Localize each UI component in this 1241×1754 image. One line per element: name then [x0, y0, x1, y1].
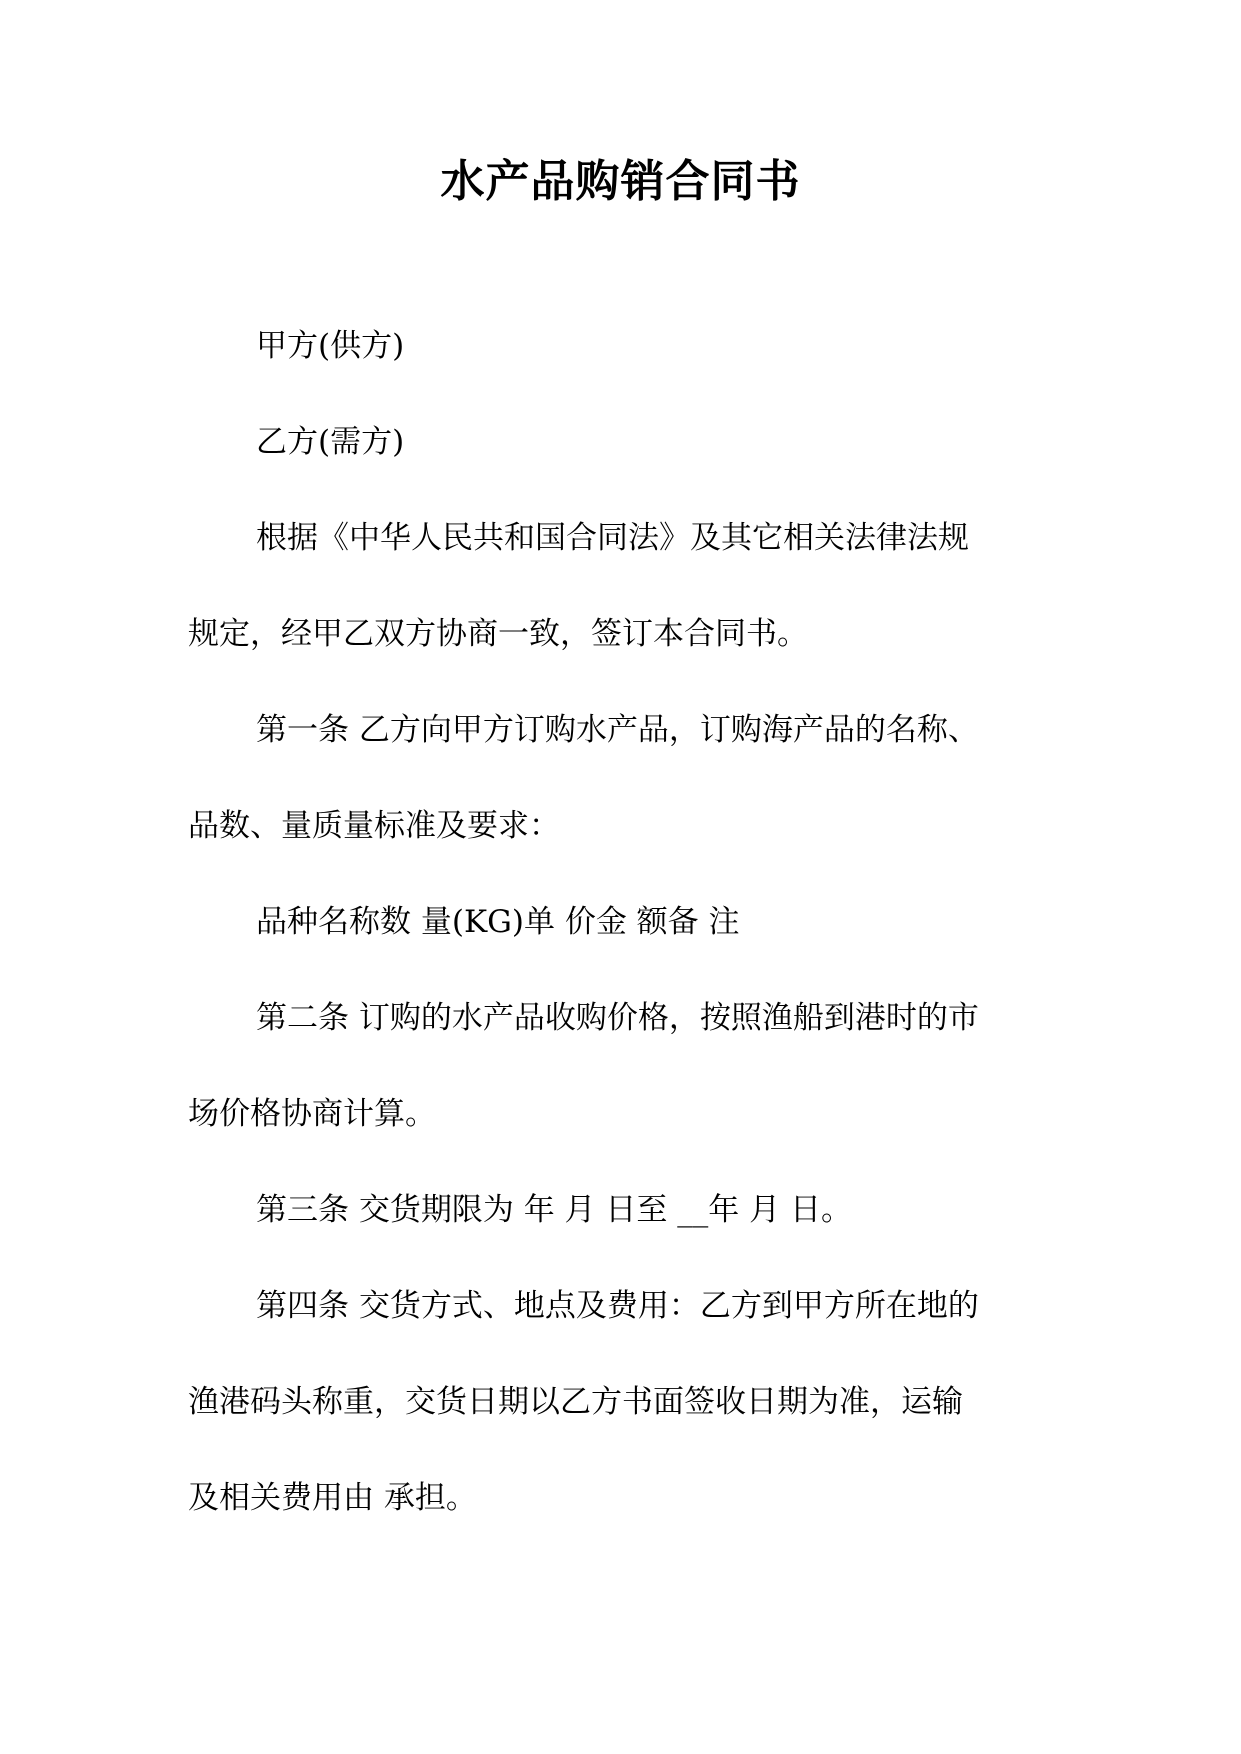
party-a-line: [188, 298, 1058, 394]
text-line: 规定，经甲乙双方协商一致，签订本合同书。: [188, 616, 808, 652]
text-line: 第一条 乙方向甲方订购水产品，订购海产品的名称、: [256, 712, 979, 748]
document-title: 水产品购销合同书: [440, 156, 801, 207]
text-line: 根据《中华人民共和国合同法》及其它相关法律法规: [256, 520, 969, 556]
text-line: 第二条 订购的水产品收购价格，按照渔船到港时的市: [256, 1000, 979, 1036]
text-line: 品数、量质量标准及要求：: [188, 808, 560, 844]
text-line: 品种名称数 量(KG)单 价金 额备 注: [256, 904, 740, 940]
article-1-paragraph: [188, 682, 1058, 874]
text-line: 第三条 交货期限为 年 月 日至 __年 月 日。: [256, 1192, 852, 1228]
document-body: [188, 298, 1058, 1546]
product-table-header-line: [188, 874, 1058, 970]
article-3-paragraph: [188, 1162, 1058, 1258]
article-4-paragraph: [188, 1258, 1058, 1546]
text-line: 甲方(供方): [256, 328, 405, 364]
text-line: 场价格协商计算。: [188, 1096, 436, 1132]
party-b-line: [188, 394, 1058, 490]
text-line: 及相关费用由 承担。: [188, 1480, 477, 1516]
text-line: 渔港码头称重，交货日期以乙方书面签收日期为准，运输: [188, 1384, 963, 1420]
text-line: 乙方(需方): [256, 424, 405, 460]
preamble-paragraph: [188, 490, 1058, 682]
text-line: 第四条 交货方式、地点及费用：乙方到甲方所在地的: [256, 1288, 979, 1324]
article-2-paragraph: [188, 970, 1058, 1162]
